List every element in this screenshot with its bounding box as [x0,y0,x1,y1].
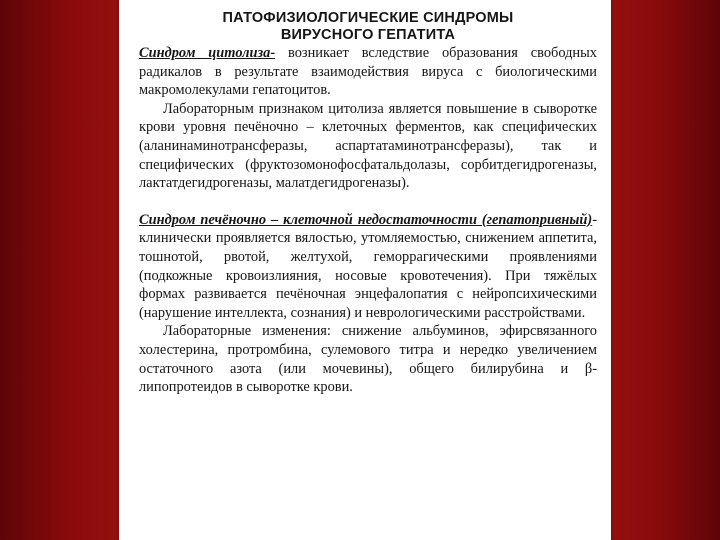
cytolysis-lab-paragraph: Лабораторным признаком цитолиза является повышение в сыворотке крови уровня печёночно – клеточных ферментов, как специфических (аланинаминотрансферазы, аспартатаминотрансферазы), так и специфических (фруктозомонофосфатальдолазы, сорбитдегидрогеназы, лактатдегидрогеназы, малатдегидрогеназы). [139,100,597,192]
insufficiency-paragraph [139,211,597,323]
document-content [139,8,597,397]
left-background-band [0,0,119,540]
title-line-2: ВИРУСНОГО ГЕПАТИТА [280,27,456,43]
insufficiency-description: - клинически проявляется вялостью, утомляемостью, снижением аппетита, тошнотой, рвотой, желтухой, геморрагическими проявлениями (подкожные кровоизлияния, носовые кровотечения). При тяжёлых формах развивается печёночная энцефалопатия с нейропсихическими (нарушение интеллекта, сознания) и неврологическими расстройствами. [139,211,597,321]
cytolysis-definition-paragraph [139,44,597,100]
title-line-1: ПАТОФИЗИОЛОГИЧЕСКИЕ СИНДРОМЫ [222,10,514,26]
insufficiency-term: Синдром печёночно – клеточной недостаточности (гепатопривный) [139,211,593,228]
section-spacer [139,193,597,211]
right-background-band [611,0,720,540]
insufficiency-lab-paragraph: Лабораторные изменения: снижение альбуминов, эфирсвязанного холестерина, протромбина, сулемового титра и нередко увеличением остаточного азота (или мочевины), общего билирубина и β-липопротеидов в сыворотке крови. [139,323,597,396]
cytolysis-definition: возникает вследствие образования свободных радикалов в результате взаимодействия вируса с биологическими макромолекулами гепатоцитов. [139,45,597,99]
cytolysis-term: Синдром цитолиза- [139,45,276,61]
document-page [119,0,611,540]
page-title [139,10,597,44]
